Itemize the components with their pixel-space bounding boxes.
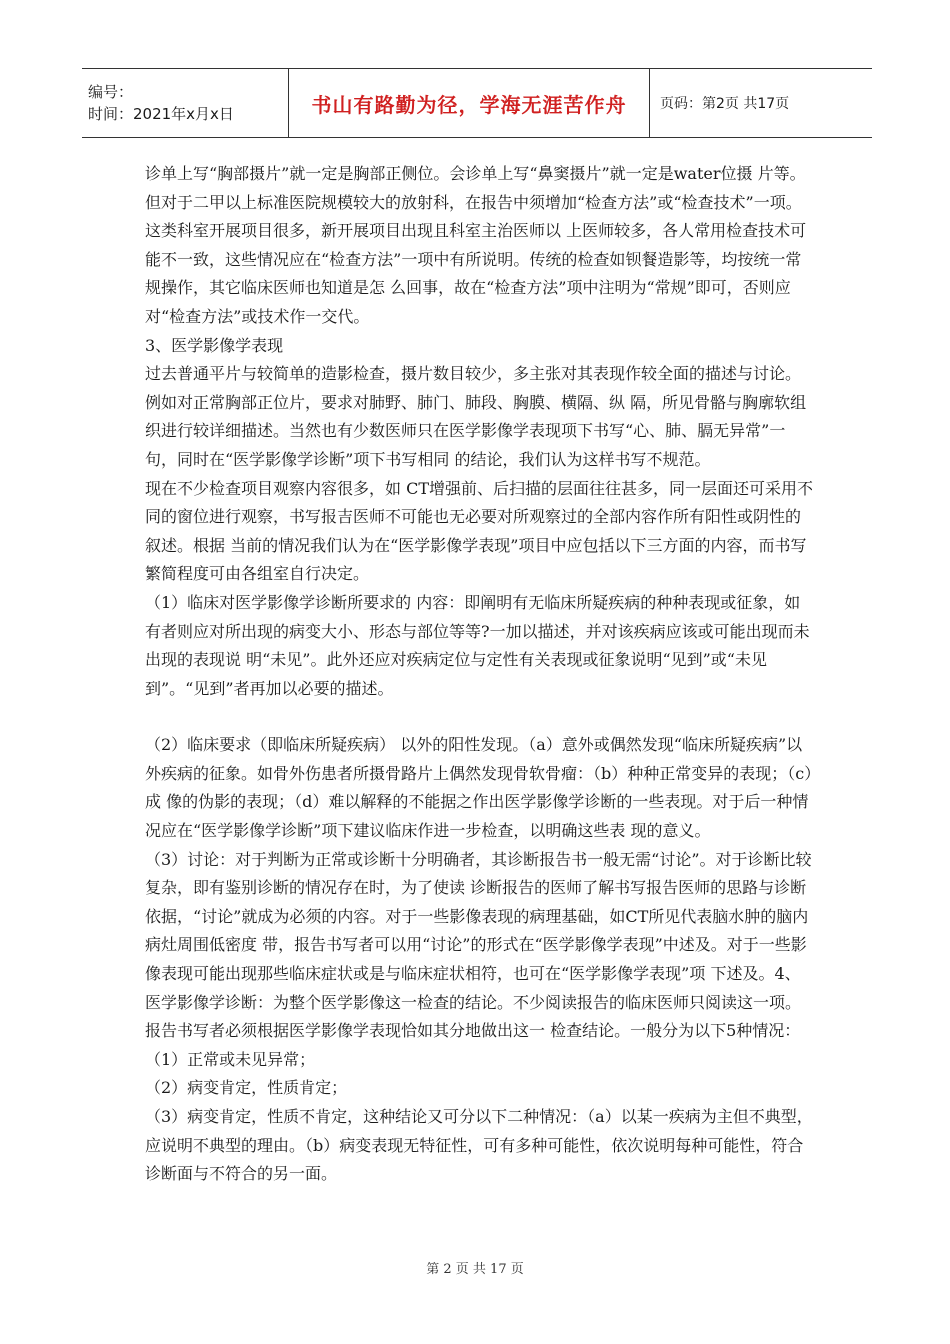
header-page-info: 页码：第2页 共17页 [660, 96, 790, 112]
document-number-label: 编号： [88, 83, 134, 101]
list-item: （3）病变肯定，性质不肯定，这种结论又可分以下二种情况：（a）以某一疾病为主但不典型，应说明不典型的理由。（b）病变表现无特征性，可有多种可能性，依次说明每种可能性，符合诊断面与不符合的另一面。 [145, 1107, 813, 1184]
paragraph-intro: 诊单上写“胸部摄片”就一定是胸部正侧位。会诊单上写“鼻窦摄片”就一定是water位摄 片等。但对于二甲以上标准医院规模较大的放射科，在报告中须增加“检查方法”或“检查技术”一项。这类科室开展项目很多，新开展项目出现且科室主治医师以 上医师较多，各人常用检查技术可能不一致，这些情况应在“检查方法”一项中有所说明。传统的检查如钡餐造影等，均按统一常规操作，其它临床医师也知道是怎 么回事，故在“检查方法”项中注明为“常规”即可，否则应对“检查方法”或技术作一交代。 [145, 164, 807, 326]
page-footer: 第 2 页 共 17 页 [426, 1262, 524, 1277]
paragraph: 过去普通平片与较简单的造影检查，摄片数目较少，多主张对其表现作较全面的描述与讨论。例如对正常胸部正位片，要求对肺野、肺门、肺段、胸膜、横隔、纵 隔，所见骨骼与胸廓软组织进行较详细描述。当然也有少数医师只在医学影像学表现项下书写“心、肺、膈无异常”一句，同时在“医学影像学诊断”项下书写相同 的结论，我们认为这样书写不规范。 [145, 364, 807, 469]
paragraph: 现在不少检查项目观察内容很多，如 CT增强前、后扫描的层面往往甚多，同一层面还可采用不同的窗位进行观察，书写报吉医师不可能也无必要对所观察过的全部内容作所有阳性或阴性的叙述。根据 当前的情况我们认为在“医学影像学表现”项目中应包括以下三方面的内容，而书写繁简程度可由各组室自行决定。 [145, 478, 814, 584]
header-meta [82, 69, 289, 137]
document-time-label: 时间：2021年x月x日 [88, 105, 234, 123]
paragraph-item-3: （3）讨论：对于判断为正常或诊断十分明确者，其诊断报告书一般无需“讨论”。对于诊断比较复杂，即有鉴别诊断的情况存在时，为了使读 诊断报告的医师了解书写报告医师的思路与诊断依据，“讨论”就成为必须的内容。对于一些影像表现的病理基础，如CT所见代表脑水肿的脑内病灶周围低密度 带，报告书写者可以用“讨论”的形式在“医学影像学表现”中述及。对于一些影像表现可能出现那些临床症状或是与临床症状相符，也可在“医学影像学表现”项 下述及。4、医学影像学诊断：为整个医学影像这一检查的结论。不少阅读报告的临床医师只阅读这一项。报告书写者必须根据医学影像学表现恰如其分地做出这一 检查结论。一般分为以下5种情况： [145, 849, 812, 1041]
list-item: （1）正常或未见异常； [145, 1049, 316, 1069]
section-heading: 3、医学影像学表现 [145, 335, 284, 355]
document-body [145, 160, 813, 1189]
header-slogan: 书山有路勤为径，学海无涯苦作舟 [289, 69, 650, 137]
paragraph-item-2: （2）临床要求（即临床所疑疾病） 以外的阳性发现。（a）意外或偶然发现“临床所疑疾病”以外疾病的征象。如骨外伤患者所摄骨路片上偶然发现骨软骨瘤：（b）种种正常变异的表现；（c）成 像的伪影的表现；（d）难以解释的不能据之作出医学影像学诊断的一些表现。对于后一种情况应在“医学影像学诊断”项下建议临床作进一步检查，以明确这些表 现的意义。 [145, 735, 813, 841]
page-header [82, 68, 872, 138]
paragraph-item-1: （1）临床对医学影像学诊断所要求的 内容：即阐明有无临床所疑疾病的种种表现或征象，如有者则应对所出现的病变大小、形态与部位等等?一加以描述，并对该疾病应该或可能出现而未出现的表现说 明“未见”。此外还应对疾病定位与定性有关表现或征象说明“见到”或“未见到”。“见到”者再加以必要的描述。 [145, 592, 810, 698]
list-item: （2）病变肯定，性质肯定； [145, 1078, 348, 1098]
blank-line [145, 703, 813, 731]
